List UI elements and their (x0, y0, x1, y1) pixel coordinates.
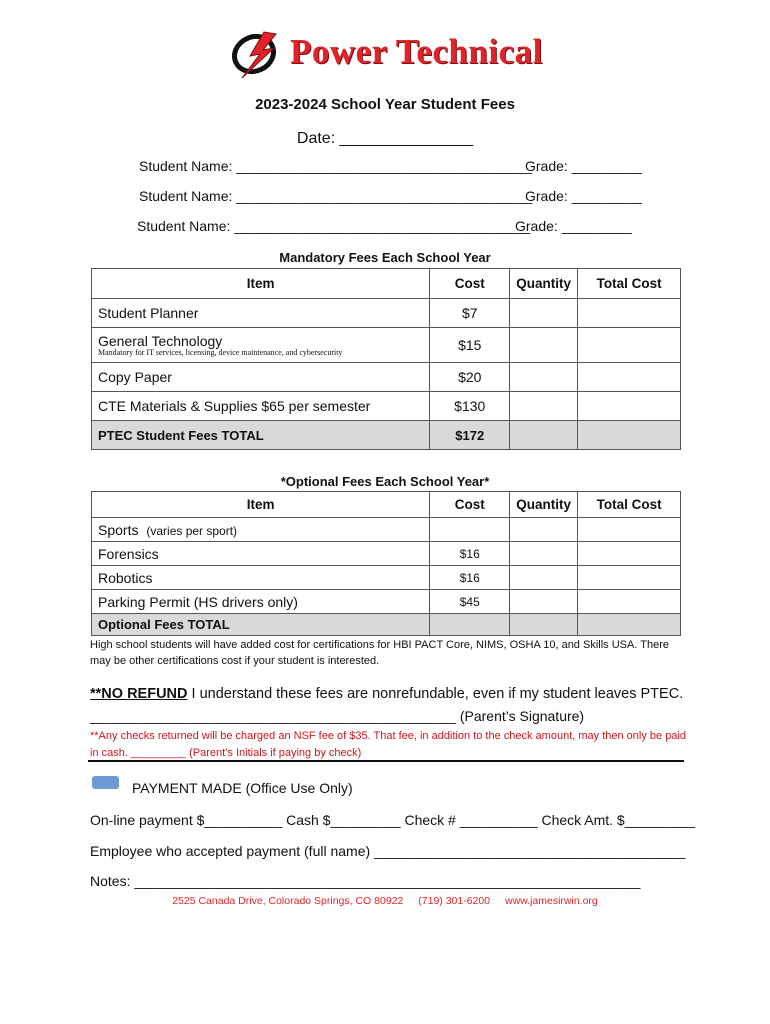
grade-field-2[interactable]: Grade: _________ (525, 188, 642, 204)
header-cost: Cost (430, 492, 510, 518)
cost-cell (430, 518, 510, 542)
total-quantity-cell[interactable] (510, 614, 578, 636)
cost-cell: $20 (430, 363, 510, 392)
header-cost: Cost (430, 269, 510, 299)
total-cost: $172 (430, 421, 510, 450)
total-cost-cell[interactable] (578, 542, 681, 566)
grade-field-3[interactable]: Grade: _________ (515, 218, 632, 234)
quantity-cell[interactable] (510, 542, 578, 566)
item-cell (92, 328, 430, 363)
footer-address: 2525 Canada Drive, Colorado Springs, CO 80922 (172, 895, 404, 907)
total-amount-cell[interactable] (578, 614, 681, 636)
quantity-cell[interactable] (510, 328, 578, 363)
header-item: Item (92, 269, 430, 299)
certification-note: High school students will have added cost for certifications for HBI PACT Core, NIMS, OSHA 10, and Skills USA. There may be other certifications cost if your student is interested. (90, 639, 669, 667)
total-row (92, 614, 681, 636)
mandatory-fees-title: Mandatory Fees Each School Year (279, 250, 491, 265)
no-refund-text: I understand these fees are nonrefundable, even if my student leaves PTEC. (187, 686, 684, 702)
student-name-field-2[interactable]: Student Name: ______________________________________ (139, 188, 533, 204)
total-cost-cell[interactable] (578, 566, 681, 590)
quantity-cell[interactable] (510, 392, 578, 421)
cost-cell: $16 (430, 566, 510, 590)
employee-name-line[interactable]: Employee who accepted payment (full name) ________________________________________ (90, 843, 686, 859)
payment-made-checkbox[interactable] (92, 776, 119, 789)
quantity-cell[interactable] (510, 299, 578, 328)
total-label: PTEC Student Fees TOTAL (92, 421, 430, 450)
item-label: General Technology (98, 333, 223, 349)
footer-website-link[interactable]: www.jamesirwin.org (505, 895, 598, 907)
total-cost-cell[interactable] (578, 590, 681, 614)
item-cell: Forensics (92, 542, 430, 566)
optional-fees-table (91, 491, 681, 636)
item-cell: Student Planner (92, 299, 430, 328)
header-quantity: Quantity (510, 269, 578, 299)
header-quantity: Quantity (510, 492, 578, 518)
logo-text: Power Technical (290, 32, 543, 71)
item-cell: Robotics (92, 566, 430, 590)
item-cell: Parking Permit (HS drivers only) (92, 590, 430, 614)
total-cost-cell[interactable] (578, 299, 681, 328)
page-title: 2023-2024 School Year Student Fees (255, 96, 515, 113)
total-row (92, 421, 681, 450)
total-cost-cell[interactable] (578, 392, 681, 421)
table-row (92, 328, 681, 363)
payment-made-label: PAYMENT MADE (Office Use Only) (132, 780, 353, 796)
payment-details-line[interactable]: On-line payment $__________ Cash $_________ Check # __________ Check Amt. $_________ (90, 812, 695, 828)
quantity-cell[interactable] (510, 566, 578, 590)
cost-cell: $130 (430, 392, 510, 421)
total-label: Optional Fees TOTAL (92, 614, 430, 636)
item-label: Sports (98, 521, 139, 538)
cost-cell: $15 (430, 328, 510, 363)
total-cost-cell[interactable] (578, 363, 681, 392)
total-amount-cell[interactable] (578, 421, 681, 450)
total-cost (430, 614, 510, 636)
quantity-cell[interactable] (510, 590, 578, 614)
item-cell: Copy Paper (92, 363, 430, 392)
date-field[interactable]: Date: _______________ (296, 130, 474, 147)
table-row (92, 542, 681, 566)
no-refund-label: **NO REFUND (90, 686, 188, 702)
header-item: Item (92, 492, 430, 518)
table-row (92, 590, 681, 614)
header-total-cost: Total Cost (578, 269, 681, 299)
cost-cell: $7 (430, 299, 510, 328)
divider (88, 760, 684, 762)
table-row (92, 363, 681, 392)
table-row (92, 392, 681, 421)
nsf-fee-notice: **Any checks returned will be charged an NSF fee of $35. That fee, in addition to the check amount, may then only be paid in cash. _________ (Parent’s Initials if paying by check) (90, 730, 686, 759)
item-note: Mandatory for IT services, licensing, device maintenance, and cybersecurity (98, 348, 343, 357)
header-total-cost: Total Cost (578, 492, 681, 518)
item-cell: CTE Materials & Supplies $65 per semester (92, 392, 430, 421)
table-row (92, 566, 681, 590)
total-cost-cell[interactable] (578, 518, 681, 542)
quantity-cell[interactable] (510, 363, 578, 392)
student-name-field-1[interactable]: Student Name: ______________________________________ (139, 158, 533, 174)
quantity-cell[interactable] (510, 518, 578, 542)
footer-phone: (719) 301-6200 (418, 895, 491, 907)
power-technical-logo (230, 28, 570, 84)
item-note: (varies per sport) (146, 523, 238, 538)
notes-line[interactable]: Notes: _________________________________________________________________ (90, 873, 641, 889)
cost-cell: $45 (430, 590, 510, 614)
optional-fees-title: *Optional Fees Each School Year* (280, 474, 490, 489)
table-row (92, 299, 681, 328)
no-refund-statement (90, 686, 683, 702)
student-name-field-3[interactable]: Student Name: ______________________________________ (137, 218, 531, 234)
cost-cell: $16 (430, 542, 510, 566)
table-row (92, 518, 681, 542)
grade-field-1[interactable]: Grade: _________ (525, 158, 642, 174)
parent-signature-field[interactable]: _______________________________________________ (Parent’s Signature) (90, 708, 585, 724)
total-quantity-cell[interactable] (510, 421, 578, 450)
footer (0, 895, 770, 907)
item-cell (92, 518, 430, 542)
lightning-bolt-icon (230, 30, 292, 80)
total-cost-cell[interactable] (578, 328, 681, 363)
mandatory-fees-table (91, 268, 681, 450)
